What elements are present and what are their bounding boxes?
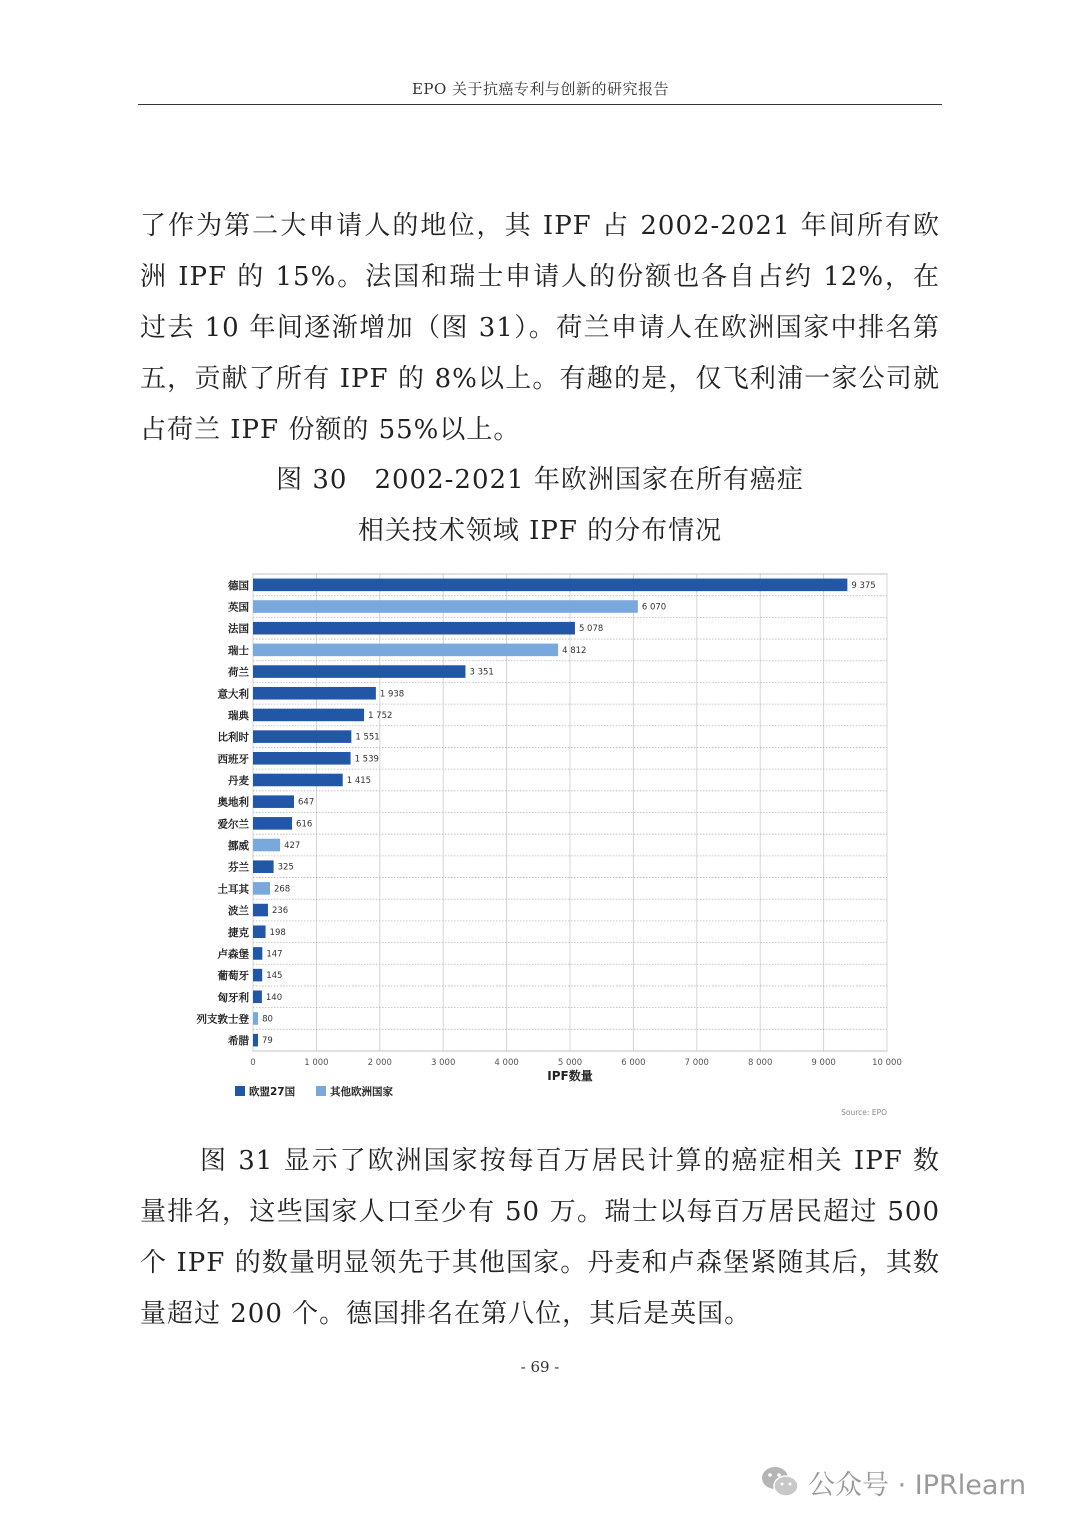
bar-chart bbox=[185, 565, 902, 1125]
data-label: 140 bbox=[265, 992, 283, 1003]
x-tick-label: 7 000 bbox=[684, 1058, 709, 1068]
bar bbox=[253, 752, 351, 765]
data-label: 325 bbox=[277, 862, 294, 873]
data-label: 80 bbox=[262, 1014, 273, 1025]
data-label: 198 bbox=[269, 927, 286, 938]
data-label: 4 812 bbox=[562, 645, 587, 656]
x-tick-label: 3 000 bbox=[431, 1058, 456, 1068]
x-tick-label: 0 bbox=[250, 1058, 256, 1068]
category-label: 意大利 bbox=[217, 688, 249, 701]
category-label: 丹麦 bbox=[228, 774, 249, 787]
data-label: 1 938 bbox=[379, 689, 405, 700]
data-label: 1 551 bbox=[355, 732, 380, 743]
category-label: 卢森堡 bbox=[217, 948, 249, 961]
data-label: 6 070 bbox=[641, 602, 667, 613]
body-paragraph-1: 了作为第二大申请人的地位，其 IPF 占 2002-2021 年间所有欧洲 IPF 的 15%。法国和瑞士申请人的份额也各自占约 12%，在过去 10 年间逐渐增加（图 31）。荷兰申请人在欧洲国家中排名第五，贡献了所有 IPF 的 8%以上。有趣的是，仅飞利浦一家公司就占荷兰 IPF 份额的 55%以上。 bbox=[140, 211, 940, 445]
bar bbox=[253, 860, 274, 873]
data-label: 1 539 bbox=[354, 754, 379, 765]
bar bbox=[253, 925, 266, 938]
bar bbox=[253, 947, 262, 960]
category-label: 列支敦士登 bbox=[196, 1013, 249, 1026]
data-label: 236 bbox=[271, 906, 289, 917]
bar bbox=[253, 687, 376, 700]
category-label: 奥地利 bbox=[217, 796, 249, 809]
bar bbox=[253, 817, 292, 830]
category-label: 捷克 bbox=[228, 926, 249, 939]
bar bbox=[253, 991, 262, 1004]
figure-title-line-1: 图 30 2002-2021 年欧洲国家在所有癌症 bbox=[276, 465, 804, 495]
bar bbox=[253, 1034, 258, 1047]
running-header: EPO 关于抗癌专利与创新的研究报告 bbox=[411, 80, 670, 98]
bar bbox=[253, 709, 364, 722]
data-label: 145 bbox=[266, 971, 283, 982]
category-label: 葡萄牙 bbox=[217, 970, 249, 983]
category-label: 爱尔兰 bbox=[217, 818, 249, 831]
x-tick-label: 10 000 bbox=[872, 1058, 902, 1068]
x-tick-label: 4 000 bbox=[494, 1058, 519, 1068]
category-label: 德国 bbox=[228, 579, 249, 592]
data-label: 147 bbox=[266, 949, 283, 960]
category-label: 法国 bbox=[228, 623, 249, 636]
category-label: 荷兰 bbox=[228, 666, 249, 679]
category-label: 瑞典 bbox=[228, 709, 249, 722]
x-axis-title: IPF数量 bbox=[547, 1069, 593, 1083]
category-label: 匈牙利 bbox=[217, 991, 249, 1004]
data-label: 616 bbox=[296, 819, 313, 830]
legend-label: 欧盟27国 bbox=[249, 1086, 296, 1098]
legend-swatch bbox=[235, 1086, 245, 1096]
page-number: - 69 - bbox=[520, 1358, 560, 1376]
data-label: 79 bbox=[262, 1036, 273, 1047]
x-tick-label: 5 000 bbox=[557, 1058, 583, 1068]
watermark-text: 公众号 · IPRlearn bbox=[808, 1469, 1027, 1501]
bar bbox=[253, 600, 638, 613]
x-tick-label: 2 000 bbox=[367, 1058, 392, 1068]
bar bbox=[253, 969, 262, 982]
source-note: Source: EPO bbox=[841, 1108, 887, 1117]
data-label: 3 351 bbox=[469, 667, 494, 678]
x-tick-label: 6 000 bbox=[621, 1058, 646, 1068]
bar bbox=[253, 882, 270, 895]
data-label: 5 078 bbox=[578, 624, 604, 635]
category-label: 芬兰 bbox=[228, 861, 249, 874]
data-label: 647 bbox=[298, 797, 315, 808]
figure-title-line-2: 相关技术领域 IPF 的分布情况 bbox=[357, 516, 723, 546]
bar bbox=[253, 644, 558, 657]
bar bbox=[253, 795, 294, 808]
body-paragraph-2: 图 31 显示了欧洲国家按每百万居民计算的癌症相关 IPF 数量排名，这些国家人口至少有 50 万。瑞士以每百万居民超过 500 个 IPF 的数量明显领先于其他国家。丹麦和卢森堡紧随其后，其数量超过 200 个。德国排名在第八位，其后是英国。 bbox=[140, 1146, 940, 1329]
legend-label: 其他欧洲国家 bbox=[330, 1086, 393, 1098]
wechat-icon bbox=[760, 1465, 800, 1499]
data-label: 268 bbox=[273, 884, 291, 895]
data-label: 1 415 bbox=[346, 775, 372, 786]
data-label: 427 bbox=[284, 841, 301, 852]
data-label: 1 752 bbox=[368, 710, 393, 721]
category-label: 英国 bbox=[228, 601, 249, 614]
bar bbox=[253, 665, 465, 678]
bar bbox=[253, 579, 847, 592]
category-label: 瑞士 bbox=[228, 644, 249, 657]
bar bbox=[253, 730, 351, 743]
category-label: 西班牙 bbox=[217, 753, 249, 766]
category-label: 土耳其 bbox=[217, 883, 249, 896]
legend-swatch bbox=[316, 1086, 326, 1096]
watermark bbox=[760, 1462, 1026, 1502]
bar bbox=[253, 839, 280, 852]
category-label: 波兰 bbox=[228, 905, 249, 918]
bar bbox=[253, 904, 268, 917]
x-tick-label: 1 000 bbox=[304, 1058, 329, 1068]
x-tick-label: 9 000 bbox=[811, 1058, 836, 1068]
bar bbox=[253, 774, 343, 787]
category-label: 挪威 bbox=[228, 840, 249, 853]
x-tick-label: 8 000 bbox=[748, 1058, 773, 1068]
bar bbox=[253, 1012, 258, 1025]
header-divider bbox=[138, 104, 942, 105]
category-label: 比利时 bbox=[217, 731, 249, 744]
bar bbox=[253, 622, 575, 635]
category-label: 希腊 bbox=[228, 1035, 249, 1048]
data-label: 9 375 bbox=[851, 580, 876, 591]
